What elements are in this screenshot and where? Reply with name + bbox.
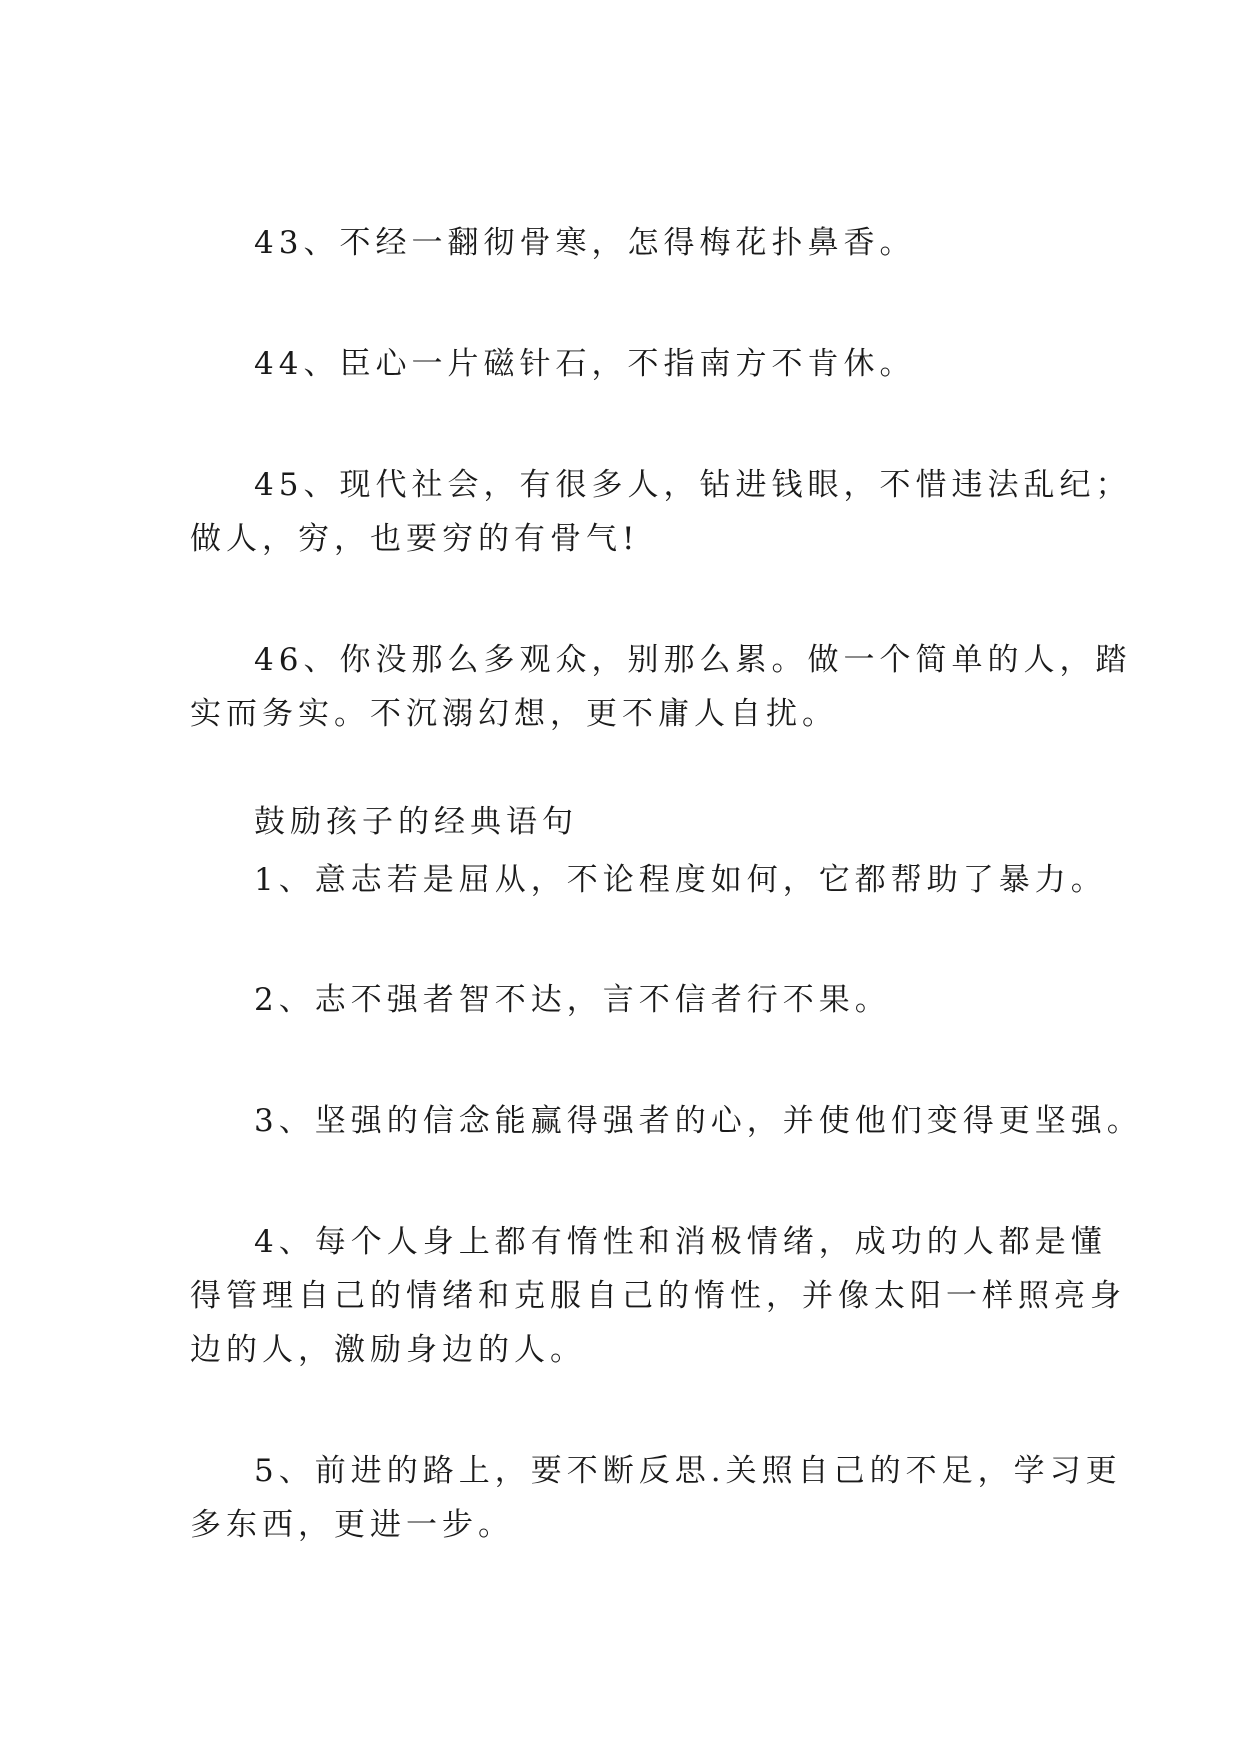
quote-43: 43、不经一翻彻骨寒，怎得梅花扑鼻香。 (254, 225, 916, 261)
quote-45-line-2: 做人，穷，也要穷的有骨气! (190, 521, 640, 557)
encourage-quote-4-line-1: 4、每个人身上都有惰性和消极情绪，成功的人都是懂 (254, 1224, 1107, 1260)
quote-45-line-1: 45、现代社会，有很多人，钻进钱眼，不惜违法乱纪； (254, 467, 1132, 503)
encourage-quote-1: 1、意志若是屈从，不论程度如何，它都帮助了暴力。 (254, 862, 1107, 898)
encourage-quote-4-line-3: 边的人，激励身边的人。 (190, 1332, 586, 1368)
quote-46-line-2: 实而务实。不沉溺幻想，更不庸人自扰。 (190, 696, 838, 732)
encourage-quote-5-line-2: 多东西，更进一步。 (190, 1507, 514, 1543)
encourage-quote-5-line-1: 5、前进的路上，要不断反思.关照自己的不足，学习更 (254, 1453, 1122, 1489)
encourage-quote-3: 3、坚强的信念能赢得强者的心，并使他们变得更坚强。 (254, 1103, 1143, 1139)
encourage-quote-4-line-2: 得管理自己的情绪和克服自己的惰性，并像太阳一样照亮身 (190, 1278, 1126, 1314)
quote-44: 44、臣心一片磁针石，不指南方不肯休。 (254, 346, 916, 382)
section-heading: 鼓励孩子的经典语句 (254, 804, 578, 840)
quote-46-line-1: 46、你没那么多观众，别那么累。做一个简单的人，踏 (254, 642, 1132, 678)
encourage-quote-2: 2、志不强者智不达，言不信者行不果。 (254, 982, 891, 1018)
